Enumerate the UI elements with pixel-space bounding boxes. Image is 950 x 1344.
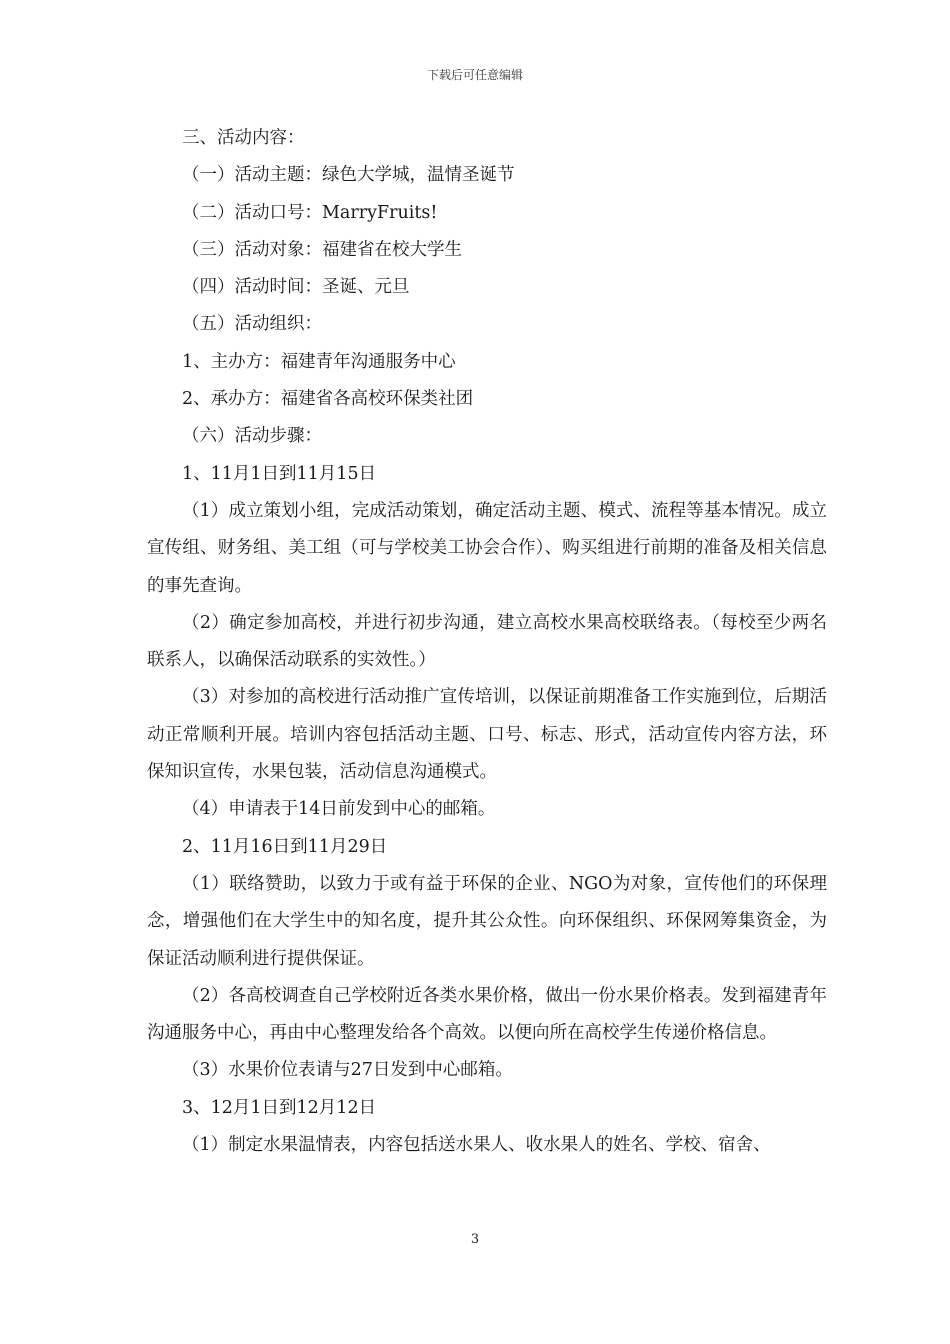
document-body [147, 120, 827, 1164]
text-line: （六）活动步骤： [182, 426, 322, 447]
paragraph: （3）对参加的高校进行活动推广宣传培训，以保证前期准备工作实施到位，后期活动正常顺利开展。培训内容包括活动主题、口号、标志、形式，活动宣传内容方法，环保知识宣传，水果包装，活动信息沟通模式。 [147, 687, 827, 783]
text-line: 1、11月1日到11月15日 [182, 463, 377, 484]
paragraph: （2）各高校调查自己学校附近各类水果价格，做出一份水果价格表。发到福建青年沟通服务中心，再由中心整理发给各个高效。以便向所在高校学生传递价格信息。 [147, 985, 827, 1044]
paragraph: （2）确定参加高校，并进行初步沟通，建立高校水果高校联络表。（每校至少两名联系人，以确保活动联系的实效性。） [147, 612, 827, 671]
paragraph: （1）制定水果温情表，内容包括送水果人、收水果人的姓名、学校、宿舍、 [182, 1135, 771, 1156]
text-line: （3）水果价位表请与27日发到中心邮箱。 [182, 1060, 513, 1081]
page-number: 3 [470, 1232, 480, 1247]
text-line: 2、承办方：福建省各高校环保类社团 [182, 389, 474, 410]
paragraph: （1）联络赞助，以致力于或有益于环保的企业、NGO为对象，宣传他们的环保理念，增强他们在大学生中的知名度，提升其公众性。向环保组织、环保网筹集资金，为保证活动顺利进行提供保证。 [147, 873, 827, 969]
text-line: 1、主办方：福建青年沟通服务中心 [182, 351, 456, 372]
text-line: （四）活动时间：圣诞、元旦 [182, 277, 410, 298]
section-heading: 三、活动内容： [182, 128, 305, 148]
text-line: （五）活动组织： [182, 314, 322, 335]
paragraph: （1）成立策划小组，完成活动策划，确定活动主题、模式、流程等基本情况。成立宣传组、财务组、美工组（可与学校美工协会合作）、购买组进行前期的准备及相关信息的事先查询。 [147, 500, 827, 596]
text-line: （三）活动对象：福建省在校大学生 [182, 239, 462, 260]
text-line: 3、12月1日到12月12日 [182, 1097, 377, 1118]
header-note: 下载后可任意编辑 [426, 68, 523, 82]
text-line: （4）申请表于14日前发到中心的邮箱。 [182, 799, 496, 820]
text-line: 2、11月16日到11月29日 [182, 836, 388, 857]
text-line: （一）活动主题：绿色大学城，温情圣诞节 [182, 165, 515, 186]
text-line: （二）活动口号：MarryFruits! [182, 202, 438, 223]
